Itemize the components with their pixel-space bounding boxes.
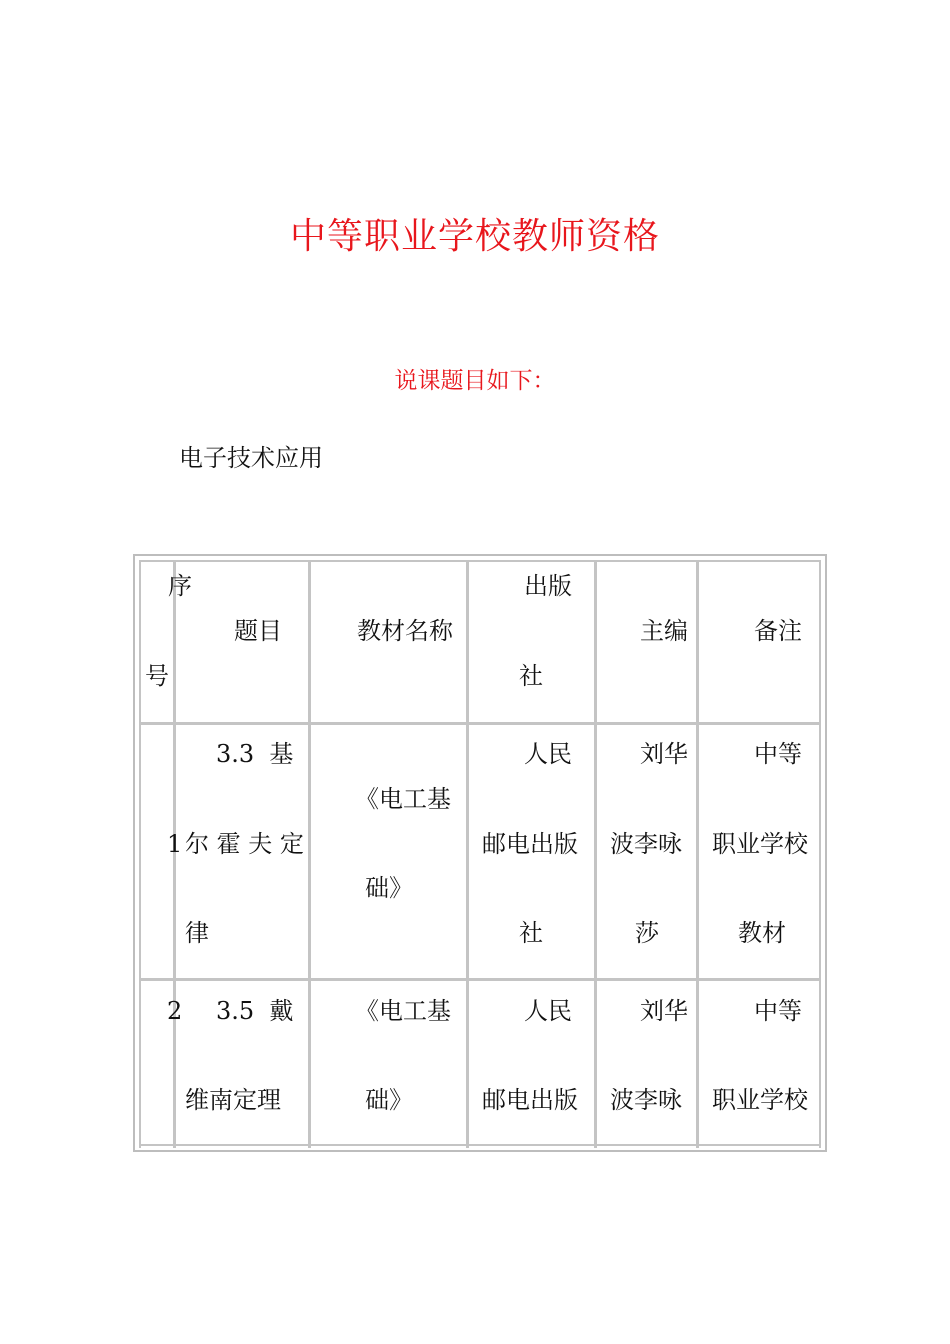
row1-textbook-line2: 础》 — [365, 874, 413, 902]
header-publisher-line1: 出版 — [524, 572, 572, 600]
row1-textbook-line1: 《电工基 — [355, 785, 451, 813]
row1-publisher-line3: 社 — [519, 919, 543, 947]
row2-remarks-line2: 职业学校 — [712, 1086, 808, 1114]
table-column-divider — [466, 560, 469, 1148]
lecture-topics-heading: 说课题目如下： — [394, 368, 556, 394]
header-seq-line2: 号 — [145, 662, 169, 690]
row2-textbook-line1: 《电工基 — [355, 997, 451, 1025]
table-column-divider — [139, 560, 141, 1148]
row1-editor-line1: 刘华 — [640, 740, 688, 768]
row1-seq: 1 — [167, 830, 183, 858]
row1-remarks-line2: 职业学校 — [712, 830, 808, 858]
header-editor: 主编 — [640, 617, 688, 645]
row2-remarks-line1: 中等 — [754, 997, 802, 1025]
row1-publisher-line2: 邮电出版 — [482, 830, 578, 858]
row1-topic-line3: 律 — [185, 919, 209, 947]
course-name: 电子技术应用 — [179, 444, 323, 472]
header-publisher-line2: 社 — [519, 662, 543, 690]
table-row-divider — [139, 722, 821, 725]
row2-seq: 2 — [167, 997, 183, 1025]
header-remarks: 备注 — [754, 617, 802, 645]
table-column-divider — [308, 560, 311, 1148]
row1-remarks-line1: 中等 — [754, 740, 802, 768]
row2-editor-line2: 波李咏 — [610, 1086, 682, 1114]
document-title: 中等职业学校教师资格 — [289, 216, 660, 257]
header-seq-line1: 序 — [168, 572, 192, 600]
table-row-divider — [139, 978, 821, 981]
row2-publisher-line2: 邮电出版 — [482, 1086, 578, 1114]
table-row-divider — [139, 1144, 821, 1146]
table-column-divider — [819, 560, 821, 1148]
row2-publisher-line1: 人民 — [524, 997, 572, 1025]
row1-publisher-line1: 人民 — [524, 740, 572, 768]
table-column-divider — [594, 560, 597, 1148]
row1-topic-line1: 3.3 基 — [216, 740, 294, 768]
row1-editor-line2: 波李咏 — [610, 830, 682, 858]
row2-textbook-line2: 础》 — [365, 1086, 413, 1114]
row1-remarks-line3: 教材 — [738, 919, 786, 947]
header-topic: 题目 — [234, 617, 282, 645]
row1-editor-line3: 莎 — [635, 919, 659, 947]
table-column-divider — [696, 560, 699, 1148]
header-textbook: 教材名称 — [357, 617, 453, 645]
row1-topic-line2: 尔 霍 夫 定 — [185, 830, 304, 858]
row2-editor-line1: 刘华 — [640, 997, 688, 1025]
table-row-divider — [139, 560, 821, 562]
row2-topic-line1: 3.5 戴 — [216, 997, 294, 1025]
row2-topic-line2: 维南定理 — [185, 1086, 281, 1114]
